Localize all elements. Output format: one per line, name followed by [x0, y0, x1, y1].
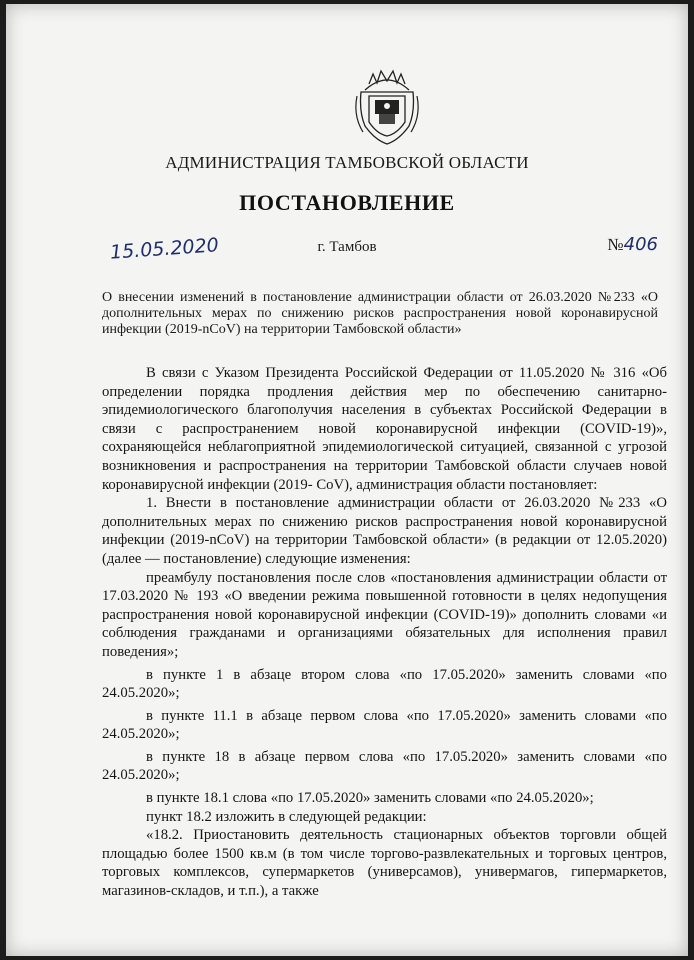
number-prefix: №: [607, 235, 624, 254]
paragraph: в пункте 18.1 слова «по 17.05.2020» заменить словами «по 24.05.2020»;: [146, 790, 594, 807]
handwritten-number: 406: [623, 234, 658, 255]
document-title: О внесении изменений в постановление администрации области от 26.03.2020 №233 «О дополнительных мерах по снижению рисков распространения новой коронавирусной инфекции (2019-nCoV) на территории Тамбовской области»: [102, 290, 658, 337]
paragraph: в пункте 1 в абзаце втором слова «по 17.05.2020» заменить словами «по 24.05.2020»;: [102, 666, 667, 702]
paragraph: преамбулу постановления после слов «постановления администрации области от 17.03.2020 № 193 «О введении режима повышенной готовности в целях недопущения распространения новой коронавирусной инфекции (COVID-19)» дополнить словами «и соблюдения гражданами и организациями обязательных для исполнения правил поведения»;: [102, 569, 667, 660]
handwritten-date: 15.05.2020: [109, 234, 220, 264]
paragraph: «18.2. Приостановить деятельность стационарных объектов торговли общей площадью более 1500 кв.м (в том числе торгово-развлекательных и торговых центров, торговых комплексов, супермаркетов (универсамов), универмагов, гипермаркетов, магазинов-складов, и т.п.), а также: [102, 827, 667, 900]
tambov-coat-of-arms-icon: [351, 66, 423, 146]
paragraph: в пункте 11.1 в абзаце первом слова «по 17.05.2020» заменить словами «по 24.05.2020»;: [102, 707, 667, 743]
paragraph: в пункте 18 в абзаце первом слова «по 17.05.2020» заменить словами «по 24.05.2020»;: [102, 748, 667, 784]
paragraph: пункт 18.2 изложить в следующей редакции:: [146, 808, 427, 825]
document-page: [6, 4, 688, 956]
document-number: [607, 234, 658, 255]
paragraph: В связи с Указом Президента Российской Федерации от 11.05.2020 № 316 «Об определении порядка продления действия мер по обеспечению санитарно-эпидемиологического благополучия населения в субъектах Российской Федерации в связи с распространением новой коронавирусной инфекции (COVID-19)», сохраняющейся неблагоприятной эпидемиологической ситуацией, связанной с угрозой возникновения и распространения на территории Тамбовской области случаев новой коронавирусной инфекции (2019- CoV), администрация области постановляет:: [102, 365, 667, 493]
city-name: г. Тамбов: [317, 239, 377, 255]
document-body: [102, 364, 667, 901]
paragraph: 1. Внести в постановление администрации области от 26.03.2020 №233 «О дополнительных мерах по снижению рисков распространения новой коронавирусной инфекции (2019-nCoV) на территории Тамбовской области» (в редакции от 12.05.2020) (далее — постановление) следующие изменения:: [102, 495, 667, 567]
organization-name: АДМИНИСТРАЦИЯ ТАМБОВСКОЙ ОБЛАСТИ: [165, 153, 529, 172]
document-type: ПОСТАНОВЛЕНИЕ: [239, 190, 455, 215]
